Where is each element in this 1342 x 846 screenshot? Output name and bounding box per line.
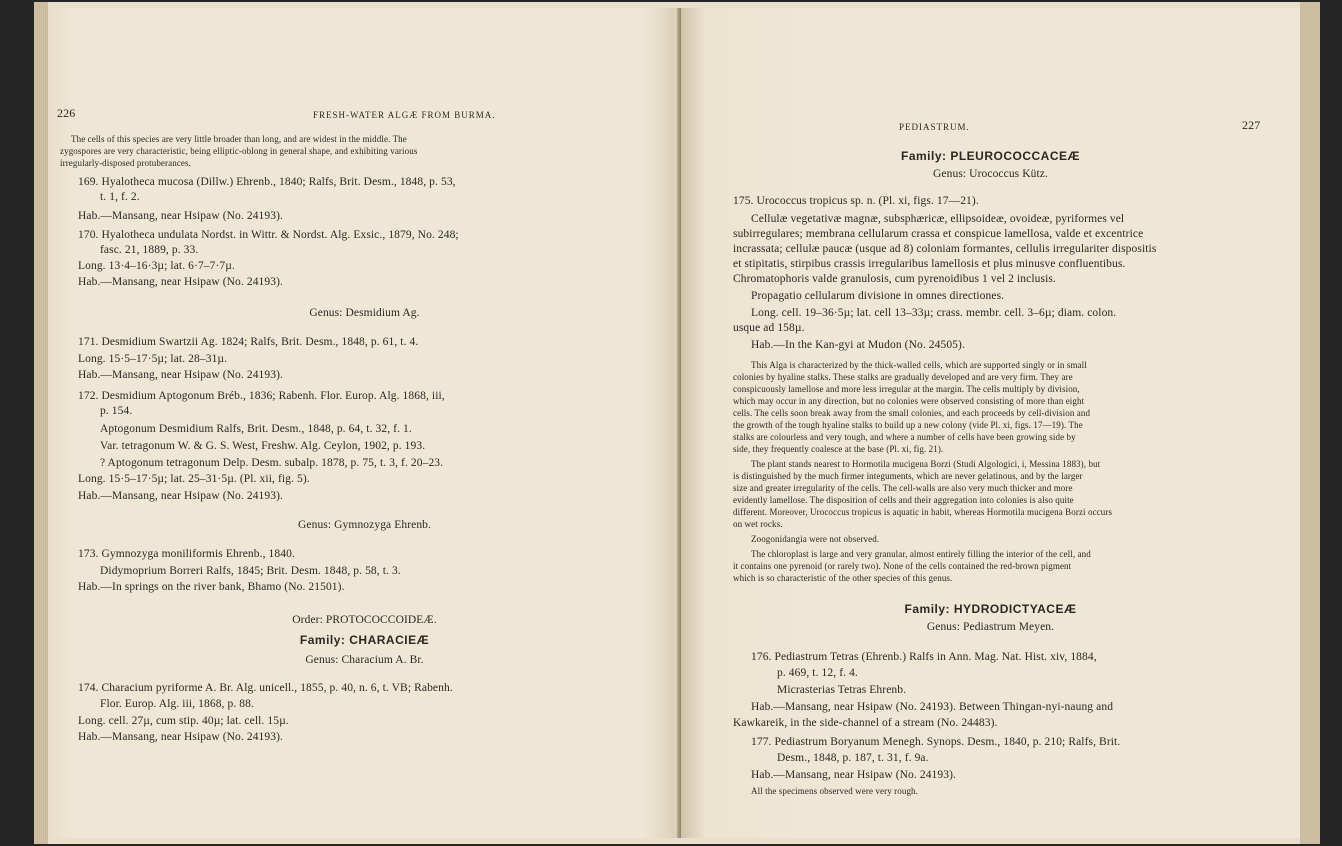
running-head: FRESH-WATER ALGÆ FROM BURMA. bbox=[313, 110, 496, 120]
text-line: irregularly-disposed protuberances. bbox=[60, 158, 191, 168]
page-edges-left bbox=[34, 2, 48, 844]
latin-diagnosis: Cellulæ vegetativæ magnæ, subsphæricæ, ellipsoideæ, ovoideæ, pyriformes vel bbox=[751, 213, 1125, 225]
latin-diagnosis: subirregulares; membrana cellularum crassa et conspicue lamellosa, valde et excentrice bbox=[733, 228, 1144, 240]
measurements: Long. 15·5–17·5µ; lat. 28–31µ. bbox=[78, 353, 228, 365]
measurements: Long. cell. 19–36·5µ; lat. cell 13–33µ; crass. membr. cell. 3–6µ; diam. colon. bbox=[751, 307, 1117, 319]
note-line: The chloroplast is large and very granular, almost entirely filling the interior of the cell, and bbox=[751, 549, 1091, 559]
note-line: The plant stands nearest to Hormotila mucigena Borzi (Studi Algologici, i, Messina 1883), but bbox=[751, 459, 1101, 469]
habitat: Hab.—In the Kan-gyi at Mudon (No. 24505). bbox=[751, 339, 965, 351]
latin-diagnosis: incrassata; cellulæ paucæ (usque ad 8) coloniam formantes, cellulis irregulariter dispositis bbox=[733, 243, 1157, 255]
entry-172: 172. Desmidium Aptogonum Bréb., 1836; Rabenh. Flor. Europ. Alg. 1868, iii, bbox=[78, 390, 445, 402]
text-line: p. 469, t. 12, f. 4. bbox=[777, 667, 858, 679]
synonym: ? Aptogonum tetragonum Delp. Desm. subalp. 1878, p. 75, t. 3, f. 20–23. bbox=[100, 457, 444, 469]
entry-169: 169. Hyalotheca mucosa (Dillw.) Ehrenb., 1840; Ralfs, Brit. Desm., 1848, p. 53, bbox=[78, 176, 456, 188]
habitat: Hab.—Mansang, near Hsipaw (No. 24193). bbox=[78, 276, 284, 288]
text-line: t. 1, f. 2. bbox=[100, 191, 140, 203]
text-line: p. 154. bbox=[100, 405, 133, 417]
page-edges-right bbox=[1300, 2, 1320, 844]
text-line: Flor. Europ. Alg. iii, 1868, p. 88. bbox=[100, 698, 254, 710]
note-line: conspicuously lamellose and more less irregular at the margin. The cells multiply by division, bbox=[733, 384, 1080, 394]
measurements: Long. cell. 27µ, cum stip. 40µ; lat. cell. 15µ. bbox=[78, 715, 289, 727]
habitat: Hab.—Mansang, near Hsipaw (No. 24193). bbox=[751, 769, 957, 781]
variety: Var. tetragonum W. & G. S. West, Freshw. Alg. Ceylon, 1902, p. 193. bbox=[100, 440, 426, 452]
page-number: 227 bbox=[1242, 118, 1261, 132]
measurements: Long. 13·4–16·3µ; lat. 6·7–7·7µ. bbox=[78, 260, 235, 272]
measurements: usque ad 158µ. bbox=[733, 322, 805, 334]
entry-176: 176. Pediastrum Tetras (Ehrenb.) Ralfs in Ann. Mag. Nat. Hist. xiv, 1884, bbox=[751, 651, 1097, 663]
synonym: Aptogonum Desmidium Ralfs, Brit. Desm., 1848, p. 64, t. 32, f. 1. bbox=[100, 423, 412, 435]
genus-heading-gymnozyga: Genus: Gymnozyga Ehrenb. bbox=[297, 519, 432, 531]
genus-heading-characium: Genus: Characium A. Br. bbox=[305, 654, 424, 666]
synonym: Micrasterias Tetras Ehrenb. bbox=[777, 684, 907, 696]
habitat: Hab.—Mansang, near Hsipaw (No. 24193). bbox=[78, 210, 284, 222]
entry-171: 171. Desmidium Swartzii Ag. 1824; Ralfs, Brit. Desm., 1848, p. 61, t. 4. bbox=[78, 336, 419, 348]
note-line: side, they frequently coalesce at the base (Pl. xi, fig. 21). bbox=[733, 444, 944, 454]
text-line: Desm., 1848, p. 187, t. 31, f. 9a. bbox=[777, 752, 929, 764]
entry-174: 174. Characium pyriforme A. Br. Alg. unicell., 1855, p. 40, n. 6, t. VB; Rabenh. bbox=[78, 682, 453, 694]
note-line: which may occur in any direction, but no colonies were observed consisting of more than eight bbox=[733, 396, 1085, 406]
latin-diagnosis: Propagatio cellularum divisione in omnes directiones. bbox=[751, 290, 1005, 302]
entry-170: 170. Hyalotheca undulata Nordst. in Wittr. & Nordst. Alg. Exsic., 1879, No. 248; bbox=[78, 229, 459, 241]
right-page bbox=[681, 8, 1300, 838]
habitat: Hab.—In springs on the river bank, Bhamo (No. 21501). bbox=[78, 581, 345, 593]
note-line: stalks are colourless and very tough, and where a number of cells have been growing side by bbox=[733, 432, 1076, 442]
measurements: Long. 15·5–17·5µ; lat. 25–31·5µ. (Pl. xii, fig. 5). bbox=[78, 473, 310, 485]
order-heading: Order: PROTOCOCCOIDEÆ. bbox=[292, 614, 437, 626]
entry-175: 175. Urococcus tropicus sp. n. (Pl. xi, figs. 17—21). bbox=[733, 195, 979, 207]
habitat: Hab.—Mansang, near Hsipaw (No. 24193). bbox=[78, 369, 284, 381]
running-head: PEDIASTRUM. bbox=[899, 122, 970, 132]
family-heading: Family: PLEUROCOCCACEÆ bbox=[900, 149, 1081, 163]
habitat: Hab.—Mansang, near Hsipaw (No. 24193). bbox=[78, 731, 284, 743]
entry-177: 177. Pediastrum Boryanum Menegh. Synops. Desm., 1840, p. 210; Ralfs, Brit. bbox=[751, 736, 1121, 748]
family-heading: Family: CHARACIEÆ bbox=[299, 633, 430, 647]
note-line: different. Moreover, Urococcus tropicus is aquatic in habit, whereas Hormotila mucigena Borzi occurs bbox=[733, 507, 1113, 517]
family-heading: Family: HYDRODICTYACEÆ bbox=[904, 602, 1077, 616]
note-line: Zoogonidangia were not observed. bbox=[751, 534, 880, 544]
note-line: is distinguished by the much firmer integuments, which are never gelatinous, and by the larger bbox=[733, 471, 1083, 481]
page-number: 226 bbox=[57, 106, 76, 120]
note-line: on wet rocks. bbox=[733, 519, 783, 529]
text-line: fasc. 21, 1889, p. 33. bbox=[100, 244, 199, 256]
note-line: This Alga is characterized by the thick-walled cells, which are supported singly or in small bbox=[751, 360, 1087, 370]
text-line: zygospores are very characteristic, being elliptic-oblong in general shape, and exhibiting various bbox=[60, 146, 418, 156]
note-line: it contains one pyrenoid (or rarely two). None of the cells contained the red-brown pigment bbox=[733, 561, 1072, 571]
genus-heading-urococcus: Genus: Urococcus Kütz. bbox=[933, 168, 1048, 180]
synonym: Didymoprium Borreri Ralfs, 1845; Brit. Desm. 1848, p. 58, t. 3. bbox=[100, 565, 401, 577]
latin-diagnosis: Chromatophoris valde granulosis, cum pyrenoidibus 1 vel 2 inclusis. bbox=[733, 273, 1056, 285]
habitat: Hab.—Mansang, near Hsipaw (No. 24193). Between Thingan-nyi-naung and bbox=[751, 701, 1114, 713]
genus-heading-desmidium: Genus: Desmidium Ag. bbox=[309, 307, 420, 319]
note-line: the growth of the tough hyaline stalks to build up a new colony (vide Pl. xi, figs. 17—19). The bbox=[733, 420, 1083, 430]
note-line: size and greater irregularity of the cells. The cell-walls are also very much thicker and more bbox=[733, 483, 1073, 493]
entry-173: 173. Gymnozyga moniliformis Ehrenb., 1840. bbox=[78, 548, 295, 560]
latin-diagnosis: et stipitatis, stirpibus crassis irregularibus lamellosis et plus minusve confluentibus. bbox=[733, 258, 1126, 270]
genus-heading-pediastrum: Genus: Pediastrum Meyen. bbox=[926, 621, 1055, 633]
habitat: Kawkareik, in the side-channel of a stream (No. 24483). bbox=[733, 717, 998, 729]
note-line: evidently lamellose. The disposition of cells and their aggregation into colonies is also quite bbox=[733, 495, 1074, 505]
note-line: cells. The cells soon break away from the small colonies, and each proceeds by cell-division and bbox=[733, 408, 1091, 418]
habitat: Hab.—Mansang, near Hsipaw (No. 24193). bbox=[78, 490, 284, 502]
text-line: The cells of this species are very little broader than long, and are widest in the middle. The bbox=[71, 134, 407, 144]
left-page bbox=[48, 8, 681, 838]
note-line: colonies by hyaline stalks. These stalks are gradually developed and are very firm. They are bbox=[733, 372, 1073, 382]
note-line: All the specimens observed were very rough. bbox=[751, 786, 918, 796]
note-line: which is so characteristic of the other species of this genus. bbox=[733, 573, 953, 583]
